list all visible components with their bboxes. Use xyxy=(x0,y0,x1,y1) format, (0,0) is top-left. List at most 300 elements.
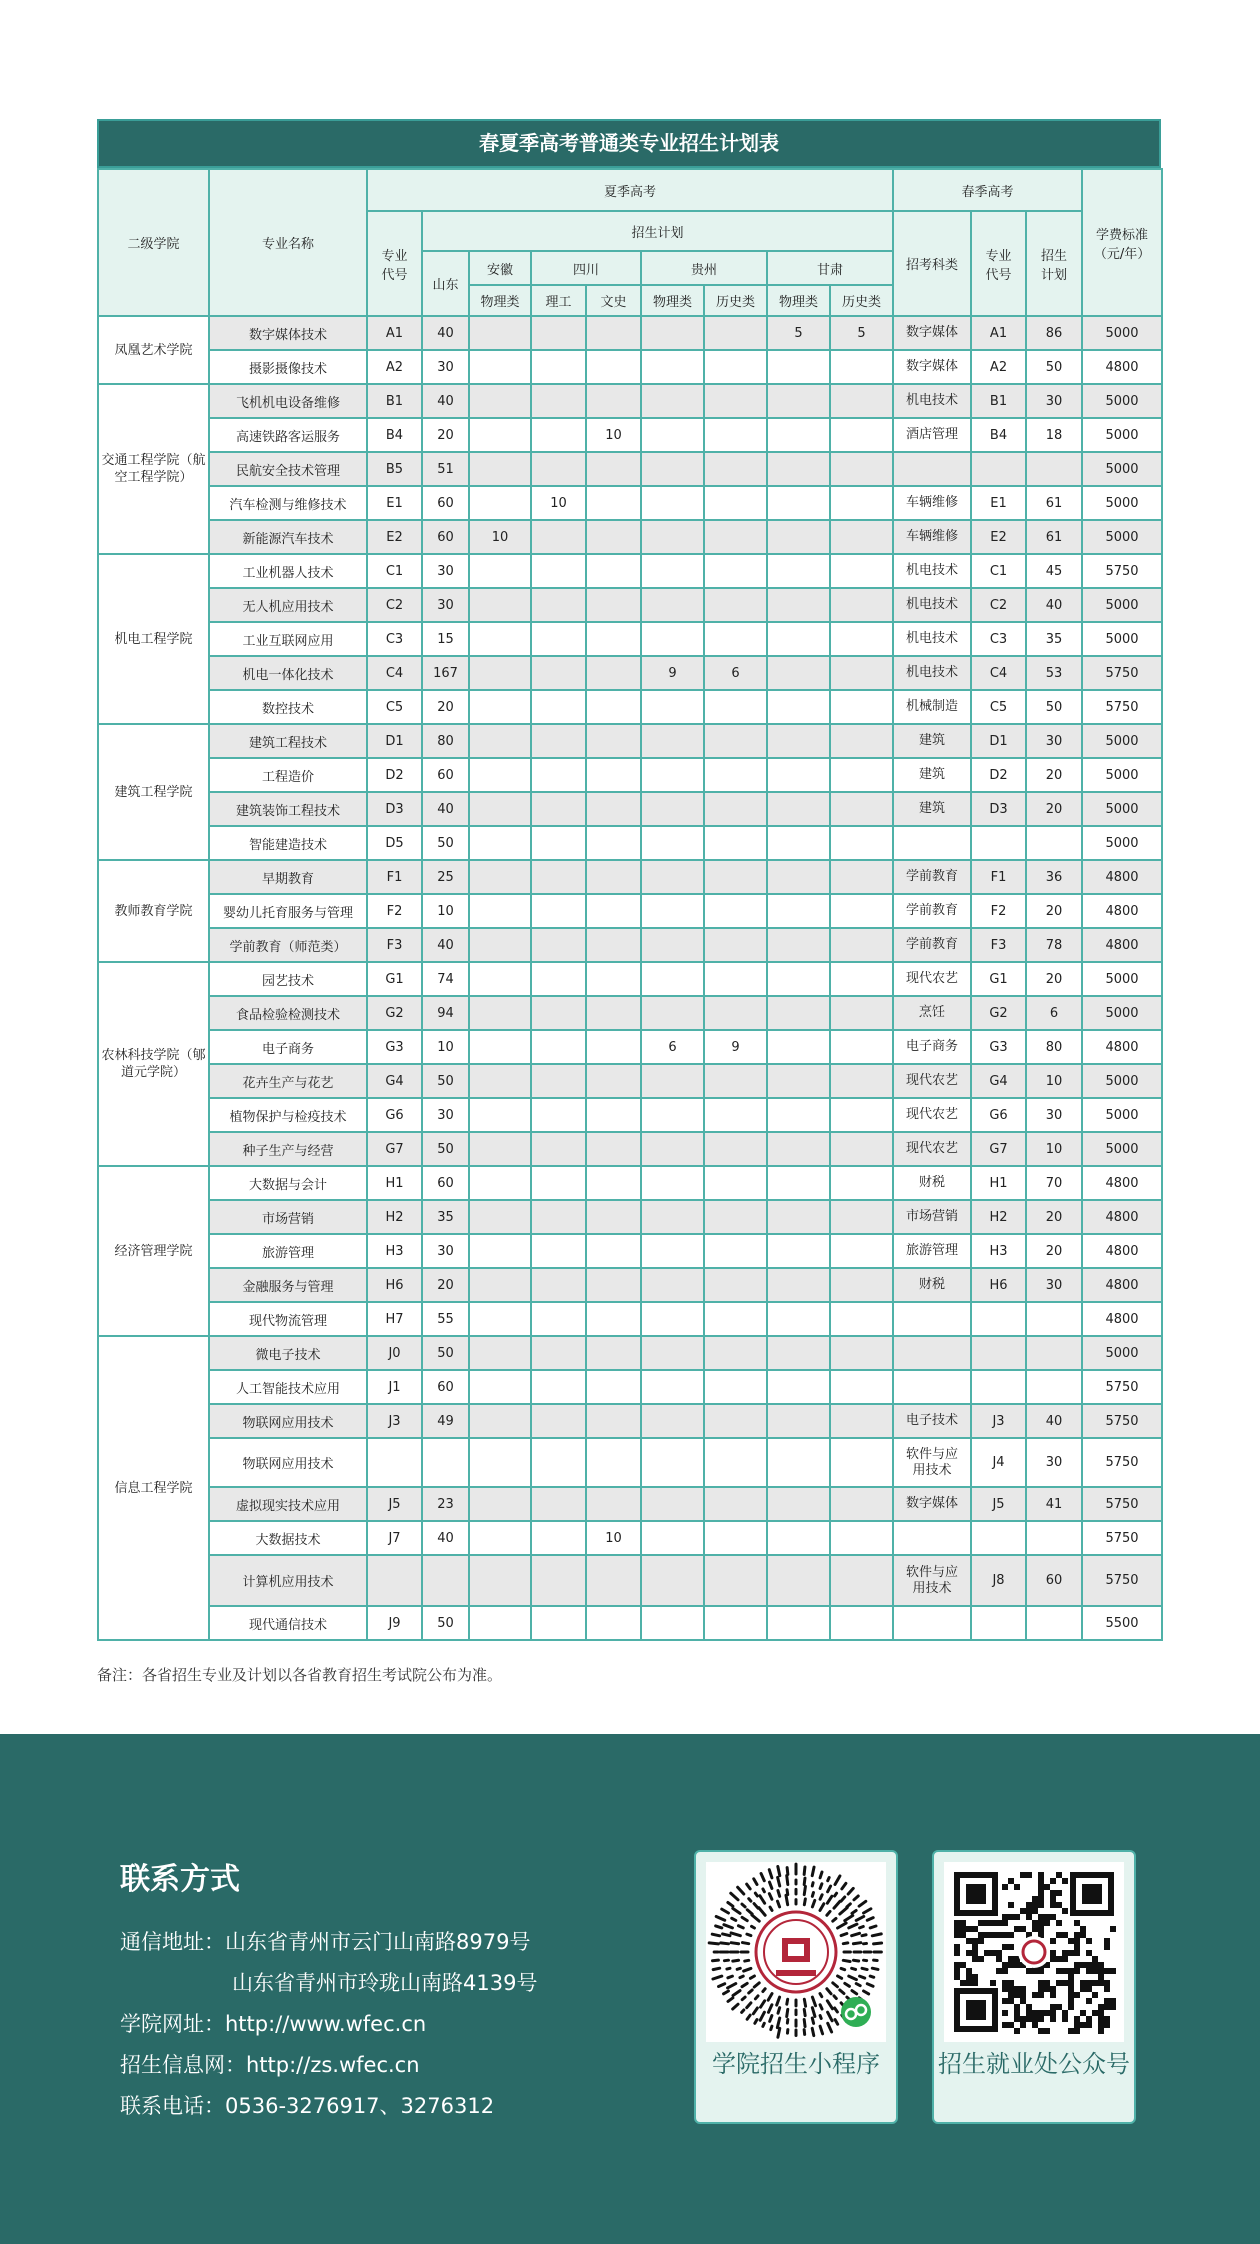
header-gansu: 甘肃 xyxy=(767,251,893,285)
cell-code: J3 xyxy=(367,1404,422,1438)
cell-sc-w xyxy=(586,1132,641,1166)
cell-subject: 车辆维修 xyxy=(893,520,971,554)
table-row xyxy=(98,792,1162,826)
cell-scode xyxy=(971,1302,1026,1336)
cell-gs-h xyxy=(830,384,893,418)
cell-code: H2 xyxy=(367,1200,422,1234)
table-row xyxy=(98,1555,1162,1606)
cell-ah xyxy=(469,622,531,656)
header-anhui: 安徽 xyxy=(469,251,531,285)
cell-ah xyxy=(469,758,531,792)
cell-ah xyxy=(469,588,531,622)
table-row xyxy=(98,486,1162,520)
cell-gs-p xyxy=(767,1555,830,1606)
cell-code: F2 xyxy=(367,894,422,928)
cell-major: 虚拟现实技术应用 xyxy=(209,1487,367,1521)
cell-code: G3 xyxy=(367,1030,422,1064)
cell-subject: 机电技术 xyxy=(893,554,971,588)
cell-splan xyxy=(1026,1521,1082,1555)
cell-scode: G6 xyxy=(971,1098,1026,1132)
cell-ah xyxy=(469,1098,531,1132)
cell-gs-p xyxy=(767,1438,830,1487)
cell-scode: H3 xyxy=(971,1234,1026,1268)
cell-subject: 机电技术 xyxy=(893,384,971,418)
cell-sc-l xyxy=(531,554,586,588)
cell-fee: 4800 xyxy=(1082,1166,1162,1200)
cell-gz-h xyxy=(704,316,767,350)
mini-program-code xyxy=(706,1862,886,2042)
cell-gs-p xyxy=(767,1234,830,1268)
admission-link[interactable]: http://zs.wfec.cn xyxy=(246,2053,420,2077)
cell-gs-h xyxy=(830,554,893,588)
cell-scode xyxy=(971,1336,1026,1370)
cell-scode: J5 xyxy=(971,1487,1026,1521)
cell-subject: 学前教育 xyxy=(893,860,971,894)
cell-sc-l xyxy=(531,1166,586,1200)
cell-gz-p xyxy=(641,384,704,418)
cell-gs-h xyxy=(830,656,893,690)
cell-ah xyxy=(469,1200,531,1234)
cell-major: 工业机器人技术 xyxy=(209,554,367,588)
cell-gs-h xyxy=(830,1234,893,1268)
cell-subject: 数字媒体 xyxy=(893,316,971,350)
cell-sc-l xyxy=(531,894,586,928)
cell-sd: 30 xyxy=(422,588,469,622)
cell-gz-p xyxy=(641,1234,704,1268)
header-plan: 招生计划 xyxy=(422,211,893,251)
cell-splan: 20 xyxy=(1026,792,1082,826)
cell-gz-p xyxy=(641,1521,704,1555)
header-spring-subject: 招考科类 xyxy=(893,211,971,316)
cell-major: 无人机应用技术 xyxy=(209,588,367,622)
cell-gz-h xyxy=(704,1606,767,1640)
header-shandong: 山东 xyxy=(422,251,469,316)
cell-gz-p xyxy=(641,350,704,384)
cell-scode: J3 xyxy=(971,1404,1026,1438)
cell-subject xyxy=(893,1521,971,1555)
cell-sd: 30 xyxy=(422,1234,469,1268)
table-title: 春夏季高考普通类专业招生计划表 xyxy=(97,119,1161,168)
cell-gz-p xyxy=(641,962,704,996)
cell-gz-p xyxy=(641,1302,704,1336)
header-gansu-history: 历史类 xyxy=(830,285,893,316)
cell-fee: 5000 xyxy=(1082,792,1162,826)
cell-sc-l xyxy=(531,1268,586,1302)
cell-gz-h xyxy=(704,1555,767,1606)
cell-gs-h xyxy=(830,690,893,724)
cell-scode: G4 xyxy=(971,1064,1026,1098)
cell-scode: C2 xyxy=(971,588,1026,622)
cell-major: 新能源汽车技术 xyxy=(209,520,367,554)
table-row xyxy=(98,1098,1162,1132)
table-row xyxy=(98,826,1162,860)
cell-splan xyxy=(1026,826,1082,860)
cell-ah xyxy=(469,724,531,758)
cell-scode: C4 xyxy=(971,656,1026,690)
cell-gs-h xyxy=(830,826,893,860)
cell-gs-p xyxy=(767,1132,830,1166)
cell-splan: 30 xyxy=(1026,1098,1082,1132)
cell-sc-l xyxy=(531,1302,586,1336)
cell-sc-w xyxy=(586,758,641,792)
table-row xyxy=(98,894,1162,928)
cell-gz-h xyxy=(704,384,767,418)
cell-code: H7 xyxy=(367,1302,422,1336)
cell-sc-w xyxy=(586,1234,641,1268)
cell-scode: D3 xyxy=(971,792,1026,826)
cell-splan xyxy=(1026,452,1082,486)
cell-gz-p xyxy=(641,1336,704,1370)
cell-major: 现代物流管理 xyxy=(209,1302,367,1336)
cell-subject: 学前教育 xyxy=(893,928,971,962)
cell-ah xyxy=(469,1487,531,1521)
cell-fee: 5750 xyxy=(1082,1521,1162,1555)
cell-gz-h xyxy=(704,758,767,792)
table-row xyxy=(98,520,1162,554)
cell-gs-h xyxy=(830,350,893,384)
table-body xyxy=(98,316,1162,1640)
cell-gz-h: 6 xyxy=(704,656,767,690)
cell-splan: 78 xyxy=(1026,928,1082,962)
cell-subject: 软件与应用技术 xyxy=(893,1555,971,1606)
contact-title: 联系方式 xyxy=(120,1862,240,1897)
cell-fee: 4800 xyxy=(1082,860,1162,894)
cell-gs-p: 5 xyxy=(767,316,830,350)
cell-sc-w xyxy=(586,1098,641,1132)
cell-major: 微电子技术 xyxy=(209,1336,367,1370)
cell-major: 物联网应用技术 xyxy=(209,1404,367,1438)
cell-gz-h xyxy=(704,894,767,928)
cell-gz-h xyxy=(704,1098,767,1132)
cell-scode: C1 xyxy=(971,554,1026,588)
cell-sc-w xyxy=(586,1438,641,1487)
cell-gs-p xyxy=(767,1302,830,1336)
cell-major: 民航安全技术管理 xyxy=(209,452,367,486)
cell-splan: 53 xyxy=(1026,656,1082,690)
cell-sc-w: 10 xyxy=(586,418,641,452)
cell-gz-p xyxy=(641,418,704,452)
cell-gs-h xyxy=(830,962,893,996)
cell-major: 机电一体化技术 xyxy=(209,656,367,690)
cell-gs-h xyxy=(830,996,893,1030)
cell-splan xyxy=(1026,1302,1082,1336)
phone-label: 联系电话： xyxy=(120,2094,225,2118)
cell-gs-h xyxy=(830,1166,893,1200)
cell-subject: 现代农艺 xyxy=(893,1064,971,1098)
table-row xyxy=(98,860,1162,894)
cell-gs-h xyxy=(830,1370,893,1404)
cell-major: 汽车检测与维修技术 xyxy=(209,486,367,520)
table-row xyxy=(98,1404,1162,1438)
cell-code: E2 xyxy=(367,520,422,554)
cell-gs-p xyxy=(767,1404,830,1438)
header-sichuan: 四川 xyxy=(531,251,641,285)
table-row xyxy=(98,1166,1162,1200)
cell-splan xyxy=(1026,1370,1082,1404)
cell-ah xyxy=(469,1555,531,1606)
cell-gs-h xyxy=(830,588,893,622)
cell-gz-p xyxy=(641,622,704,656)
cell-ah xyxy=(469,384,531,418)
cell-gz-h xyxy=(704,622,767,656)
cell-gs-p xyxy=(767,690,830,724)
table-row xyxy=(98,1234,1162,1268)
cell-code: J1 xyxy=(367,1370,422,1404)
mini-program-code-icon xyxy=(706,1862,886,2042)
cell-gs-p xyxy=(767,350,830,384)
cell-major: 市场营销 xyxy=(209,1200,367,1234)
cell-sc-l xyxy=(531,962,586,996)
official-account-card[interactable] xyxy=(932,1850,1136,2124)
table-row xyxy=(98,1132,1162,1166)
address-1: 山东省青州市云门山南路8979号 xyxy=(225,1930,531,1954)
cell-ah xyxy=(469,418,531,452)
cell-sc-l xyxy=(531,1336,586,1370)
cell-major: 金融服务与管理 xyxy=(209,1268,367,1302)
cell-gz-h xyxy=(704,1268,767,1302)
cell-splan: 35 xyxy=(1026,622,1082,656)
cell-sc-w xyxy=(586,1030,641,1064)
cell-sc-w xyxy=(586,1166,641,1200)
cell-splan: 20 xyxy=(1026,1200,1082,1234)
cell-fee: 5000 xyxy=(1082,316,1162,350)
cell-sc-w xyxy=(586,520,641,554)
cell-scode: H2 xyxy=(971,1200,1026,1234)
table-row xyxy=(98,316,1162,350)
cell-ah xyxy=(469,792,531,826)
cell-sc-l xyxy=(531,996,586,1030)
cell-subject xyxy=(893,1606,971,1640)
cell-scode: J8 xyxy=(971,1555,1026,1606)
college-cell: 交通工程学院（航空工程学院） xyxy=(98,384,209,554)
table-row xyxy=(98,1438,1162,1487)
cell-gz-h xyxy=(704,1336,767,1370)
cell-ah xyxy=(469,1268,531,1302)
cell-sd: 51 xyxy=(422,452,469,486)
cell-sc-w xyxy=(586,588,641,622)
cell-sd: 49 xyxy=(422,1404,469,1438)
cell-sc-l xyxy=(531,1098,586,1132)
cell-gs-p xyxy=(767,928,830,962)
cell-scode: E2 xyxy=(971,520,1026,554)
cell-gz-p xyxy=(641,588,704,622)
table-row xyxy=(98,1064,1162,1098)
table-row xyxy=(98,758,1162,792)
cell-sc-l xyxy=(531,1132,586,1166)
cell-fee: 5000 xyxy=(1082,1132,1162,1166)
header-sichuan-science: 理工 xyxy=(531,285,586,316)
header-summer: 夏季高考 xyxy=(367,169,893,211)
footnote: 备注：各省招生专业及计划以各省教育招生考试院公布为准。 xyxy=(97,1666,503,1684)
cell-gz-h xyxy=(704,792,767,826)
cell-gz-p xyxy=(641,452,704,486)
cell-sd: 50 xyxy=(422,1064,469,1098)
table-row xyxy=(98,384,1162,418)
cell-fee: 4800 xyxy=(1082,350,1162,384)
website-link[interactable]: http://www.wfec.cn xyxy=(225,2012,427,2036)
cell-gs-h xyxy=(830,622,893,656)
cell-gz-p xyxy=(641,792,704,826)
cell-gs-h xyxy=(830,418,893,452)
cell-gz-h xyxy=(704,520,767,554)
cell-subject: 电子技术 xyxy=(893,1404,971,1438)
cell-splan: 10 xyxy=(1026,1064,1082,1098)
cell-major: 高速铁路客运服务 xyxy=(209,418,367,452)
cell-scode: D1 xyxy=(971,724,1026,758)
cell-code: A2 xyxy=(367,350,422,384)
cell-scode: G2 xyxy=(971,996,1026,1030)
cell-gz-h xyxy=(704,350,767,384)
cell-gz-h xyxy=(704,1487,767,1521)
cell-gs-h xyxy=(830,1064,893,1098)
cell-fee: 4800 xyxy=(1082,1234,1162,1268)
cell-fee: 5000 xyxy=(1082,520,1162,554)
table-row xyxy=(98,554,1162,588)
cell-code: C2 xyxy=(367,588,422,622)
cell-major: 食品检验检测技术 xyxy=(209,996,367,1030)
cell-scode: B1 xyxy=(971,384,1026,418)
cell-gz-p xyxy=(641,1064,704,1098)
cell-gz-h xyxy=(704,928,767,962)
cell-ah: 10 xyxy=(469,520,531,554)
cell-scode: J4 xyxy=(971,1438,1026,1487)
cell-scode: B4 xyxy=(971,418,1026,452)
cell-major: 人工智能技术应用 xyxy=(209,1370,367,1404)
cell-splan xyxy=(1026,1336,1082,1370)
cell-sd: 55 xyxy=(422,1302,469,1336)
cell-ah xyxy=(469,656,531,690)
cell-code: J7 xyxy=(367,1521,422,1555)
cell-major: 飞机机电设备维修 xyxy=(209,384,367,418)
cell-subject: 数字媒体 xyxy=(893,350,971,384)
cell-major: 早期教育 xyxy=(209,860,367,894)
cell-sd: 40 xyxy=(422,384,469,418)
cell-ah xyxy=(469,1064,531,1098)
cell-sd: 60 xyxy=(422,486,469,520)
cell-sc-l xyxy=(531,792,586,826)
cell-subject xyxy=(893,452,971,486)
cell-gs-p xyxy=(767,1487,830,1521)
cell-gz-h: 9 xyxy=(704,1030,767,1064)
cell-splan: 50 xyxy=(1026,350,1082,384)
cell-gs-p xyxy=(767,1200,830,1234)
cell-subject xyxy=(893,1336,971,1370)
cell-gz-p xyxy=(641,554,704,588)
table-row xyxy=(98,418,1162,452)
cell-fee: 5000 xyxy=(1082,622,1162,656)
cell-gs-p xyxy=(767,588,830,622)
cell-ah xyxy=(469,826,531,860)
cell-sd: 40 xyxy=(422,792,469,826)
cell-ah xyxy=(469,996,531,1030)
cell-gz-p xyxy=(641,1098,704,1132)
cell-sc-w xyxy=(586,1336,641,1370)
cell-scode: F1 xyxy=(971,860,1026,894)
cell-splan: 50 xyxy=(1026,690,1082,724)
cell-gs-p xyxy=(767,758,830,792)
cell-major: 旅游管理 xyxy=(209,1234,367,1268)
cell-sc-w xyxy=(586,1302,641,1336)
cell-code: G4 xyxy=(367,1064,422,1098)
cell-ah xyxy=(469,1030,531,1064)
cell-gs-p xyxy=(767,1606,830,1640)
cell-major: 园艺技术 xyxy=(209,962,367,996)
cell-gs-p xyxy=(767,996,830,1030)
cell-scode: G7 xyxy=(971,1132,1026,1166)
cell-subject: 机电技术 xyxy=(893,656,971,690)
cell-splan: 61 xyxy=(1026,486,1082,520)
cell-sc-w: 10 xyxy=(586,1521,641,1555)
cell-sc-w xyxy=(586,996,641,1030)
cell-ah xyxy=(469,316,531,350)
cell-major: 婴幼儿托育服务与管理 xyxy=(209,894,367,928)
cell-gz-h xyxy=(704,690,767,724)
cell-gs-p xyxy=(767,1268,830,1302)
cell-sc-w xyxy=(586,554,641,588)
cell-scode: F2 xyxy=(971,894,1026,928)
cell-gs-p xyxy=(767,384,830,418)
cell-major: 现代通信技术 xyxy=(209,1606,367,1640)
cell-gs-h: 5 xyxy=(830,316,893,350)
cell-fee: 5000 xyxy=(1082,996,1162,1030)
cell-sc-l xyxy=(531,1555,586,1606)
cell-splan: 45 xyxy=(1026,554,1082,588)
cell-code: J0 xyxy=(367,1336,422,1370)
cell-fee: 5000 xyxy=(1082,962,1162,996)
cell-sc-w xyxy=(586,1200,641,1234)
cell-sd: 40 xyxy=(422,928,469,962)
cell-gs-h xyxy=(830,520,893,554)
cell-sd: 50 xyxy=(422,826,469,860)
cell-sc-w xyxy=(586,792,641,826)
cell-gs-h xyxy=(830,724,893,758)
cell-major: 工业互联网应用 xyxy=(209,622,367,656)
cell-subject: 电子商务 xyxy=(893,1030,971,1064)
cell-gs-h xyxy=(830,928,893,962)
cell-subject: 现代农艺 xyxy=(893,1132,971,1166)
cell-sd: 10 xyxy=(422,894,469,928)
cell-fee: 5000 xyxy=(1082,486,1162,520)
college-cell: 教师教育学院 xyxy=(98,860,209,962)
cell-gs-p xyxy=(767,1064,830,1098)
cell-gs-h xyxy=(830,758,893,792)
cell-ah xyxy=(469,1370,531,1404)
cell-gz-h xyxy=(704,996,767,1030)
cell-major: 花卉生产与花艺 xyxy=(209,1064,367,1098)
cell-gz-h xyxy=(704,1404,767,1438)
college-cell: 信息工程学院 xyxy=(98,1336,209,1640)
cell-gs-p xyxy=(767,554,830,588)
cell-ah xyxy=(469,1132,531,1166)
mini-program-card[interactable] xyxy=(694,1850,898,2124)
cell-sd: 20 xyxy=(422,690,469,724)
cell-subject: 市场营销 xyxy=(893,1200,971,1234)
cell-gs-p xyxy=(767,1521,830,1555)
cell-code: J9 xyxy=(367,1606,422,1640)
header-college: 二级学院 xyxy=(98,169,209,316)
cell-subject: 酒店管理 xyxy=(893,418,971,452)
cell-ah xyxy=(469,1438,531,1487)
table-row xyxy=(98,1521,1162,1555)
cell-gs-h xyxy=(830,1098,893,1132)
cell-major: 种子生产与经营 xyxy=(209,1132,367,1166)
cell-ah xyxy=(469,962,531,996)
cell-gs-h xyxy=(830,1438,893,1487)
cell-splan: 61 xyxy=(1026,520,1082,554)
cell-ah xyxy=(469,350,531,384)
cell-sc-w xyxy=(586,826,641,860)
college-cell: 农林科技学院（郇道元学院） xyxy=(98,962,209,1166)
